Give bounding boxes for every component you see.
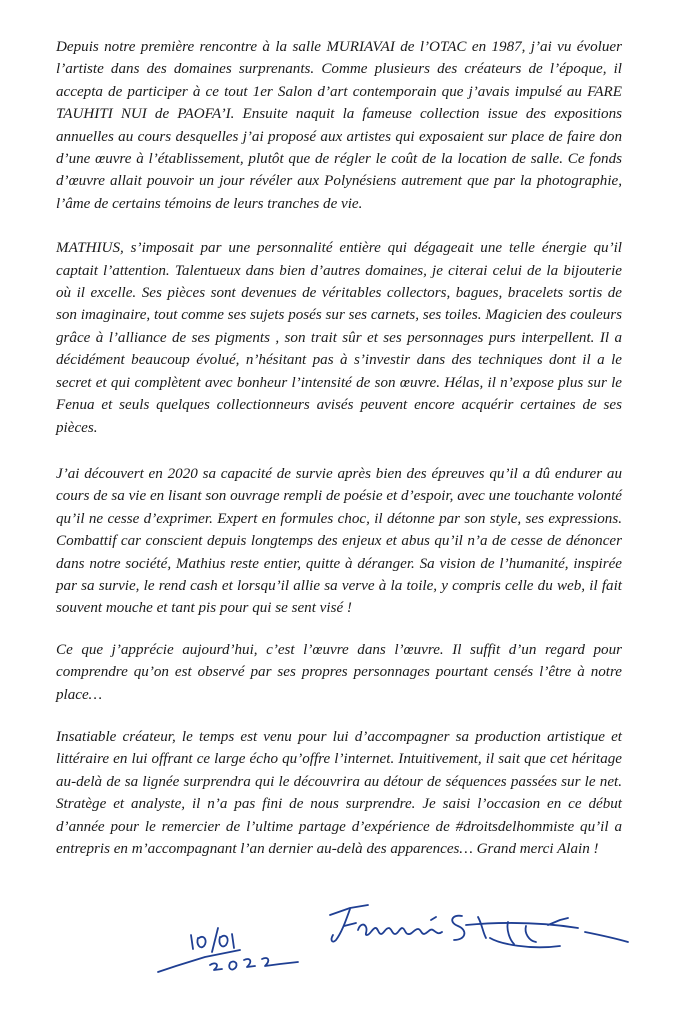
paragraph-5: Insatiable créateur, le temps est venu pour lui d’accompagner sa production artistique et littéraire en lui offrant ce large écho qu’offre l’internet. Intuitivement, il sait que cet héritage au-delà de sa lignée surprendra qui le découvrira au détour de séquences passées sur le net. Stratège et analyste, il n’a pas fini de nous surprendre. Je saisi l’occasion en ce début d’année pour le remercier de l’ultime partage d’expérience de #droitsdelhommiste qu’il a entrepris en m’accompagnant l’an dernier au-delà des apparences… Grand merci Alain ! [56, 728, 622, 857]
paragraph-4: Ce que j’apprécie aujourd’hui, c’est l’œuvre dans l’œuvre. Il suffit d’un regard pour comprendre qu’on est observé par ses propres personnages pourtant censés l’être à notre place… [56, 641, 622, 703]
handwritten-signature [330, 905, 628, 947]
paragraph-2: MATHIUS, s’imposait par une personnalité entière qui dégageait une telle énergie qu’il captait l’attention. Talentueux dans bien d’autres domaines, je citerai celui de la bijouterie où il excelle. Ses pièces sont devenues de véritables collectors, bagues, bracelets sortis de son imaginaire, tout comme ses sujets posés sur ses carnets, ses toiles. Magicien des couleurs grâce à l’alliance de ses pigments , son trait sûr et ses personnages purs interpellent. Il a décidément beaucoup évolué, n’hésitant pas à s’investir dans des techniques dont il a le secret et qui complètent avec bonheur l’intensité de son œuvre. Hélas, il n’expose plus sur le Fenua et seuls quelques collectionneurs avisés peuvent encore acquérir certaines de ses pièces. [56, 240, 622, 436]
letter-body [56, 36, 622, 882]
paragraph-1: Depuis notre première rencontre à la salle MURIAVAI de l’OTAC en 1987, j’ai vu évoluer l’artiste dans des domaines surprenants. Comme plusieurs des créateurs de l’époque, il accepta de participer à ce tout 1er Salon d’art contemporain que j’avais impulsé au FARE TAUHITI NUI de PAOFA’I. Ensuite naquit la fameuse collection issue des expositions annuelles au cours desquelles j’ai proposé aux artistes qui exposaient sur place de faire don d’une œuvre à l’établissement, plutôt que de régler le coût de la location de salle. Ce fonds d’œuvre allait pouvoir un jour révéler aux Polynésiens autrement que par la photographie, l’âme de certains témoins de leurs tranches de vie. [56, 39, 622, 212]
paragraph-3: J’ai découvert en 2020 sa capacité de survie après bien des épreuves qu’il a dû endurer au cours de sa vie en lisant son ouvrage rempli de poésie et d’espoir, avec une touchante volonté qu’il ne cesse d’exprimer. Expert en formules choc, il détonne par son style, ses expressions. Combattif car conscient depuis longtemps des enjeux et abus qu’il n’a de cesse de dénoncer dans notre société, Mathius reste entier, quitte à déranger. Sa vision de l’humanité, inspirée par sa survie, le rend cash et lorsqu’il allie sa verve à la toile, y compris celle du web, il fait souvent mouche et tant pis pour qui se sent visé ! [56, 465, 622, 617]
handwritten-date [158, 928, 298, 972]
